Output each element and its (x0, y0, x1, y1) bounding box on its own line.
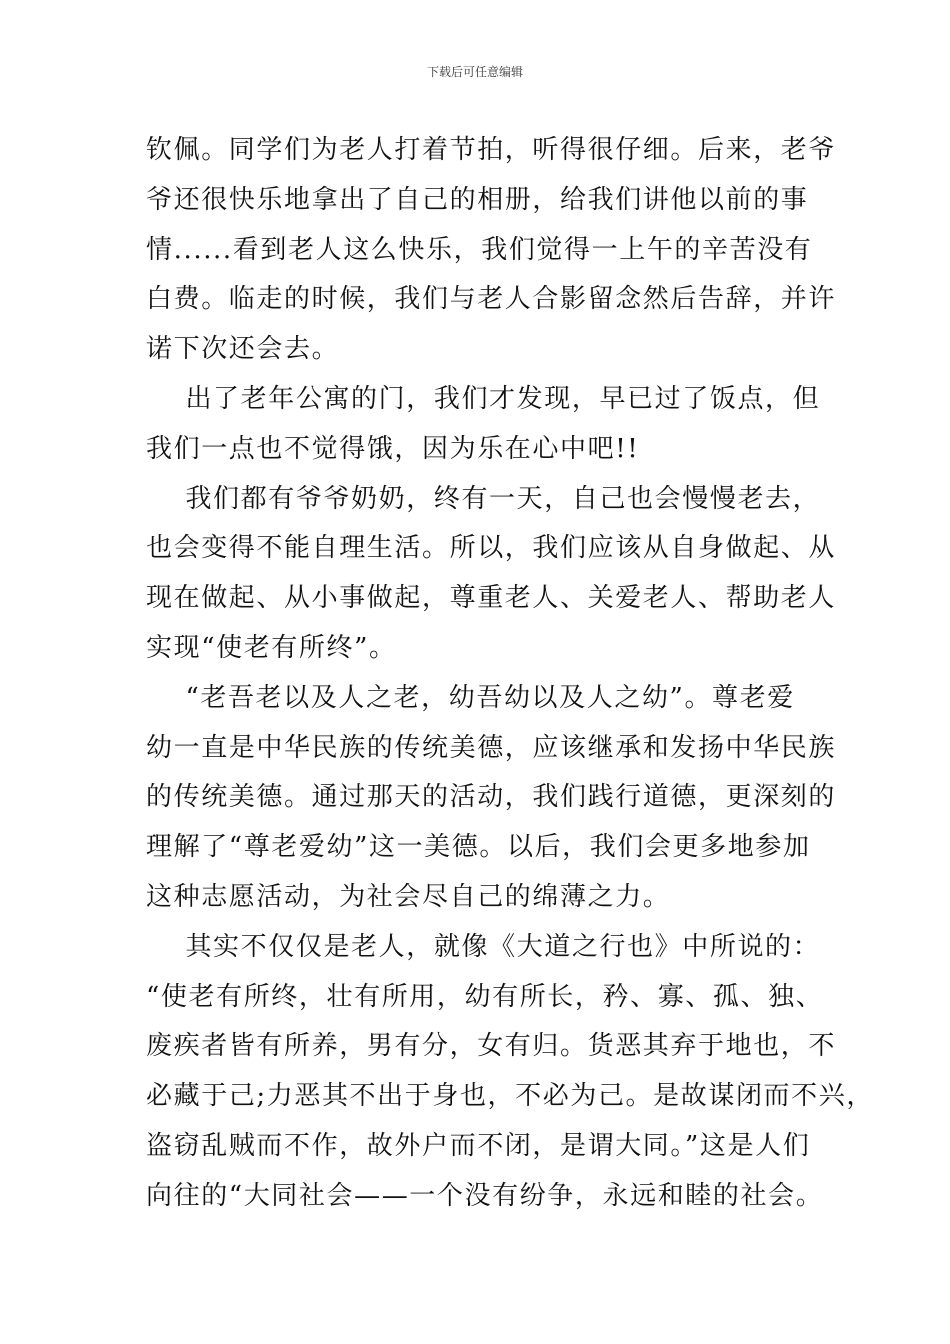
text-line: 的传统美德。通过那天的活动，我们践行道德，更深刻的 (146, 782, 837, 813)
text-line: 必藏于己;力恶其不出于身也，不必为己。是故谋闭而不兴， (146, 1081, 874, 1112)
text-line: 诺下次还会去。 (146, 334, 340, 365)
text-line: 钦佩。同学们为老人打着节拍，听得很仔细。后来，老爷 (146, 135, 837, 165)
text-line: 幼一直是中华民族的传统美德，应该继承和发扬中华民族 (146, 732, 837, 763)
text-line: 情......看到老人这么快乐，我们觉得一上午的辛苦没有 (146, 234, 813, 265)
document-body (146, 126, 874, 1222)
text-line: 我们一点也不觉得饿，因为乐在心中吧!! (146, 433, 640, 464)
text-line: 废疾者皆有所养，男有分，女有归。货恶其弃于地也，不 (146, 1031, 837, 1062)
text-line: 白费。临走的时候，我们与老人合影留念然后告辞，并许 (146, 284, 837, 315)
text-line: 向往的“大同社会——一个没有纷争，永远和睦的社会。 (146, 1180, 824, 1211)
text-line: “使老有所终，壮有所用，幼有所长，矜、寡、孤、独、 (146, 981, 824, 1012)
text-line: 这种志愿活动，为社会尽自己的绵薄之力。 (146, 881, 671, 912)
text-line: 盗窃乱贼而不作，故外户而不闭，是谓大同。”这是人们 (146, 1130, 811, 1161)
text-line: “老吾老以及人之老，幼吾幼以及人之幼”。尊老爱 (146, 682, 795, 713)
text-line: 实现“使老有所终”。 (146, 632, 397, 663)
text-line: 现在做起、从小事做起，尊重老人、关爱老人、帮助老人 (146, 583, 837, 614)
text-line: 出了老年公寓的门，我们才发现，早已过了饭点，但 (146, 383, 821, 414)
text-line: 爷还很快乐地拿出了自己的相册，给我们讲他以前的事 (146, 184, 809, 215)
text-line: 理解了“尊老爱幼”这一美德。以后，我们会更多地参加 (146, 832, 811, 863)
page-header: 下载后可任意编辑 (426, 65, 523, 79)
text-line: 我们都有爷爷奶奶，终有一天，自己也会慢慢老去， (146, 483, 821, 514)
text-line: 也会变得不能自理生活。所以，我们应该从自身做起、从 (146, 533, 837, 564)
text-line: 其实不仅仅是老人，就像《大道之行也》中所说的： (146, 931, 821, 962)
